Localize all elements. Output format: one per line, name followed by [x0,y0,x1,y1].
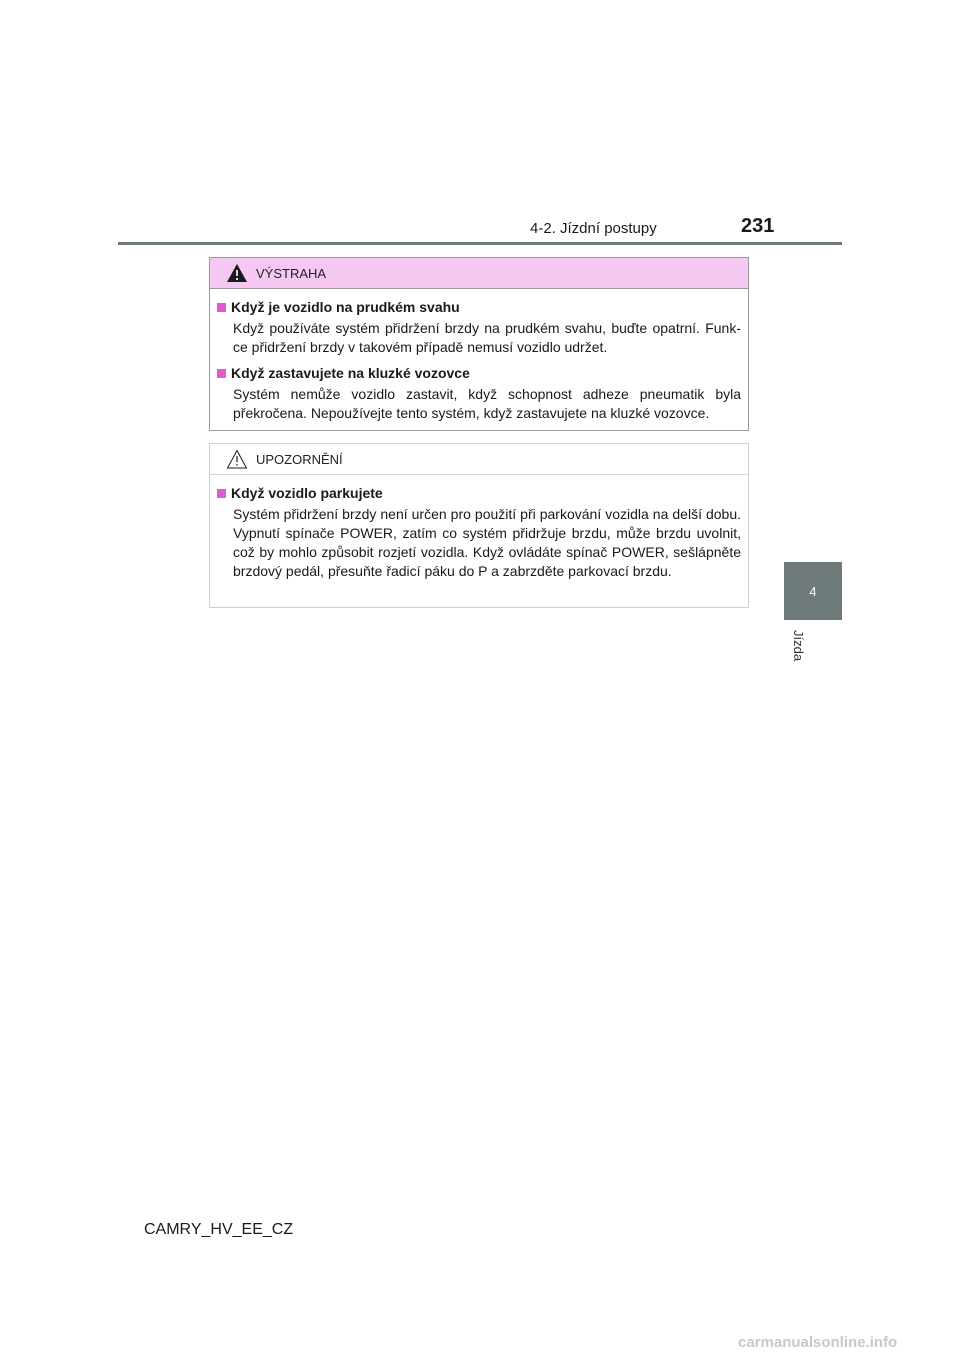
square-bullet-icon [217,303,226,312]
notice-box [209,443,749,608]
chapter-tab [784,562,842,620]
notice-box-title: UPOZORNĚNÍ [256,451,343,467]
watermark: carmanualsonline.info [738,1334,898,1351]
chapter-label: Jízda [791,630,806,662]
chapter-number: 4 [809,583,817,599]
warning-box-header [210,258,748,289]
notice-box-header [210,444,748,475]
warning-box-body [210,289,748,423]
warning-item-heading-text: Když je vozidlo na prudkém svahu [231,299,460,315]
warning-item-heading-text: Když zastavujete na kluzké vozovce [231,365,470,381]
header-rule [118,242,842,245]
warning-item-heading [217,299,741,315]
notice-item-text: Systém přidržení brzdy není určen pro použití při parkování vozidla na delší dobu. Vypnutí spínače POWER, zatím co systém přidržuje brzdu, může brzdu uvolnit, což by mohlo způsobit rozjetí vozidla. Když ovládáte spínač POWER, sešlápněte brzdový pedál, přesuňte řadicí páku do P a zabrzděte parkovací brzdu. [233,506,741,579]
manual-code: CAMRY_HV_EE_CZ [144,1221,294,1238]
warning-item-heading [217,365,741,381]
notice-item-heading-text: Když vozidlo parkujete [231,485,383,501]
warning-box-title: VÝSTRAHA [256,265,327,281]
header-section-title: 4-2. Jízdní postupy [530,220,657,237]
square-bullet-icon [217,489,226,498]
warning-item-text: Když používáte systém přidržení brzdy na prudkém svahu, buďte opatrní. Funk-ce přidržení brzdy v takovém případě nemusí vozidlo udržet. [233,320,741,355]
notice-box-body [210,475,748,581]
notice-item-heading [217,485,741,501]
square-bullet-icon [217,369,226,378]
caution-triangle-icon [226,449,248,469]
page-number: 231 [741,215,775,237]
warning-triangle-icon [226,263,248,283]
warning-item-text: Systém nemůže vozidlo zastavit, když schopnost adheze pneumatik byla překročena. Nepoužívejte tento systém, když zastavujete na kluzké vozovce. [233,386,741,421]
warning-box [209,257,749,431]
